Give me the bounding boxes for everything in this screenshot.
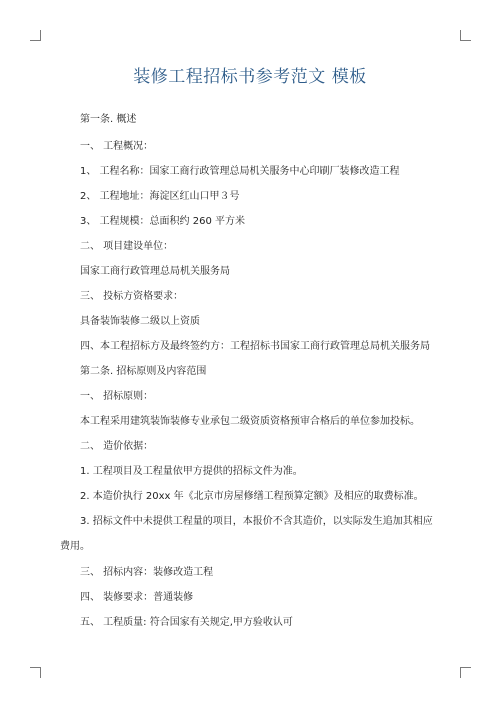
paragraph-line: 国家工商行政管理总局机关服务局	[80, 266, 230, 277]
paragraph-line: 1. 工程项目及工程量依甲方提供的招标文件为准。	[80, 466, 303, 477]
paragraph-line: 四、本工程招标方及最终签约方：工程招标书国家工商行政管理总局机关服务局	[80, 341, 430, 352]
section-heading-2: 第二条. 招标原则及内容范围	[80, 366, 207, 377]
paragraph-line: 3. 招标文件中未提供工程量的项目，本报价不含其造价，以实际发生追加其相应	[80, 516, 433, 527]
subsection-heading: 一、 招标原则：	[80, 391, 154, 402]
subsection-heading: 三、 投标方资格要求：	[80, 291, 184, 302]
paragraph-line: 五、 工程质量: 符合国家有关规定,甲方验收认可	[80, 617, 293, 628]
paragraph-line: 本工程采用建筑装饰装修专业承包二级资质资格预审合格后的单位参加投标。	[80, 416, 420, 427]
section-heading-1: 第一条. 概述	[80, 114, 137, 125]
subsection-heading: 一、 工程概况：	[80, 141, 154, 152]
subsection-heading: 二、 项目建设单位：	[80, 241, 174, 252]
crop-mark-top-right	[460, 30, 471, 41]
paragraph-line: 三、 招标内容：装修改造工程	[80, 567, 214, 578]
paragraph-line: 四、 装修要求：普通装修	[80, 592, 194, 603]
paragraph-line: 费用。	[60, 541, 90, 552]
crop-mark-top-left	[30, 30, 41, 41]
paragraph-line: 2、 工程地址：海淀区红山口甲３号	[80, 191, 240, 202]
paragraph-line: 具备装饰装修二级以上资质	[80, 316, 200, 327]
crop-mark-bottom-right	[460, 667, 471, 678]
paragraph-line: 3、 工程规模：总面积约 260 平方米	[80, 216, 245, 227]
paragraph-line: 1、 工程名称：国家工商行政管理总局机关服务中心印刷厂装修改造工程	[80, 166, 400, 177]
paragraph-line: 2. 本造价执行 20xx 年《北京市房屋修缮工程预算定额》及相应的取费标准。	[80, 491, 424, 502]
document-title: 装修工程招标书参考范文 模板	[133, 67, 367, 87]
subsection-heading: 二、 造价依据：	[80, 441, 154, 452]
crop-mark-bottom-left	[30, 667, 41, 678]
